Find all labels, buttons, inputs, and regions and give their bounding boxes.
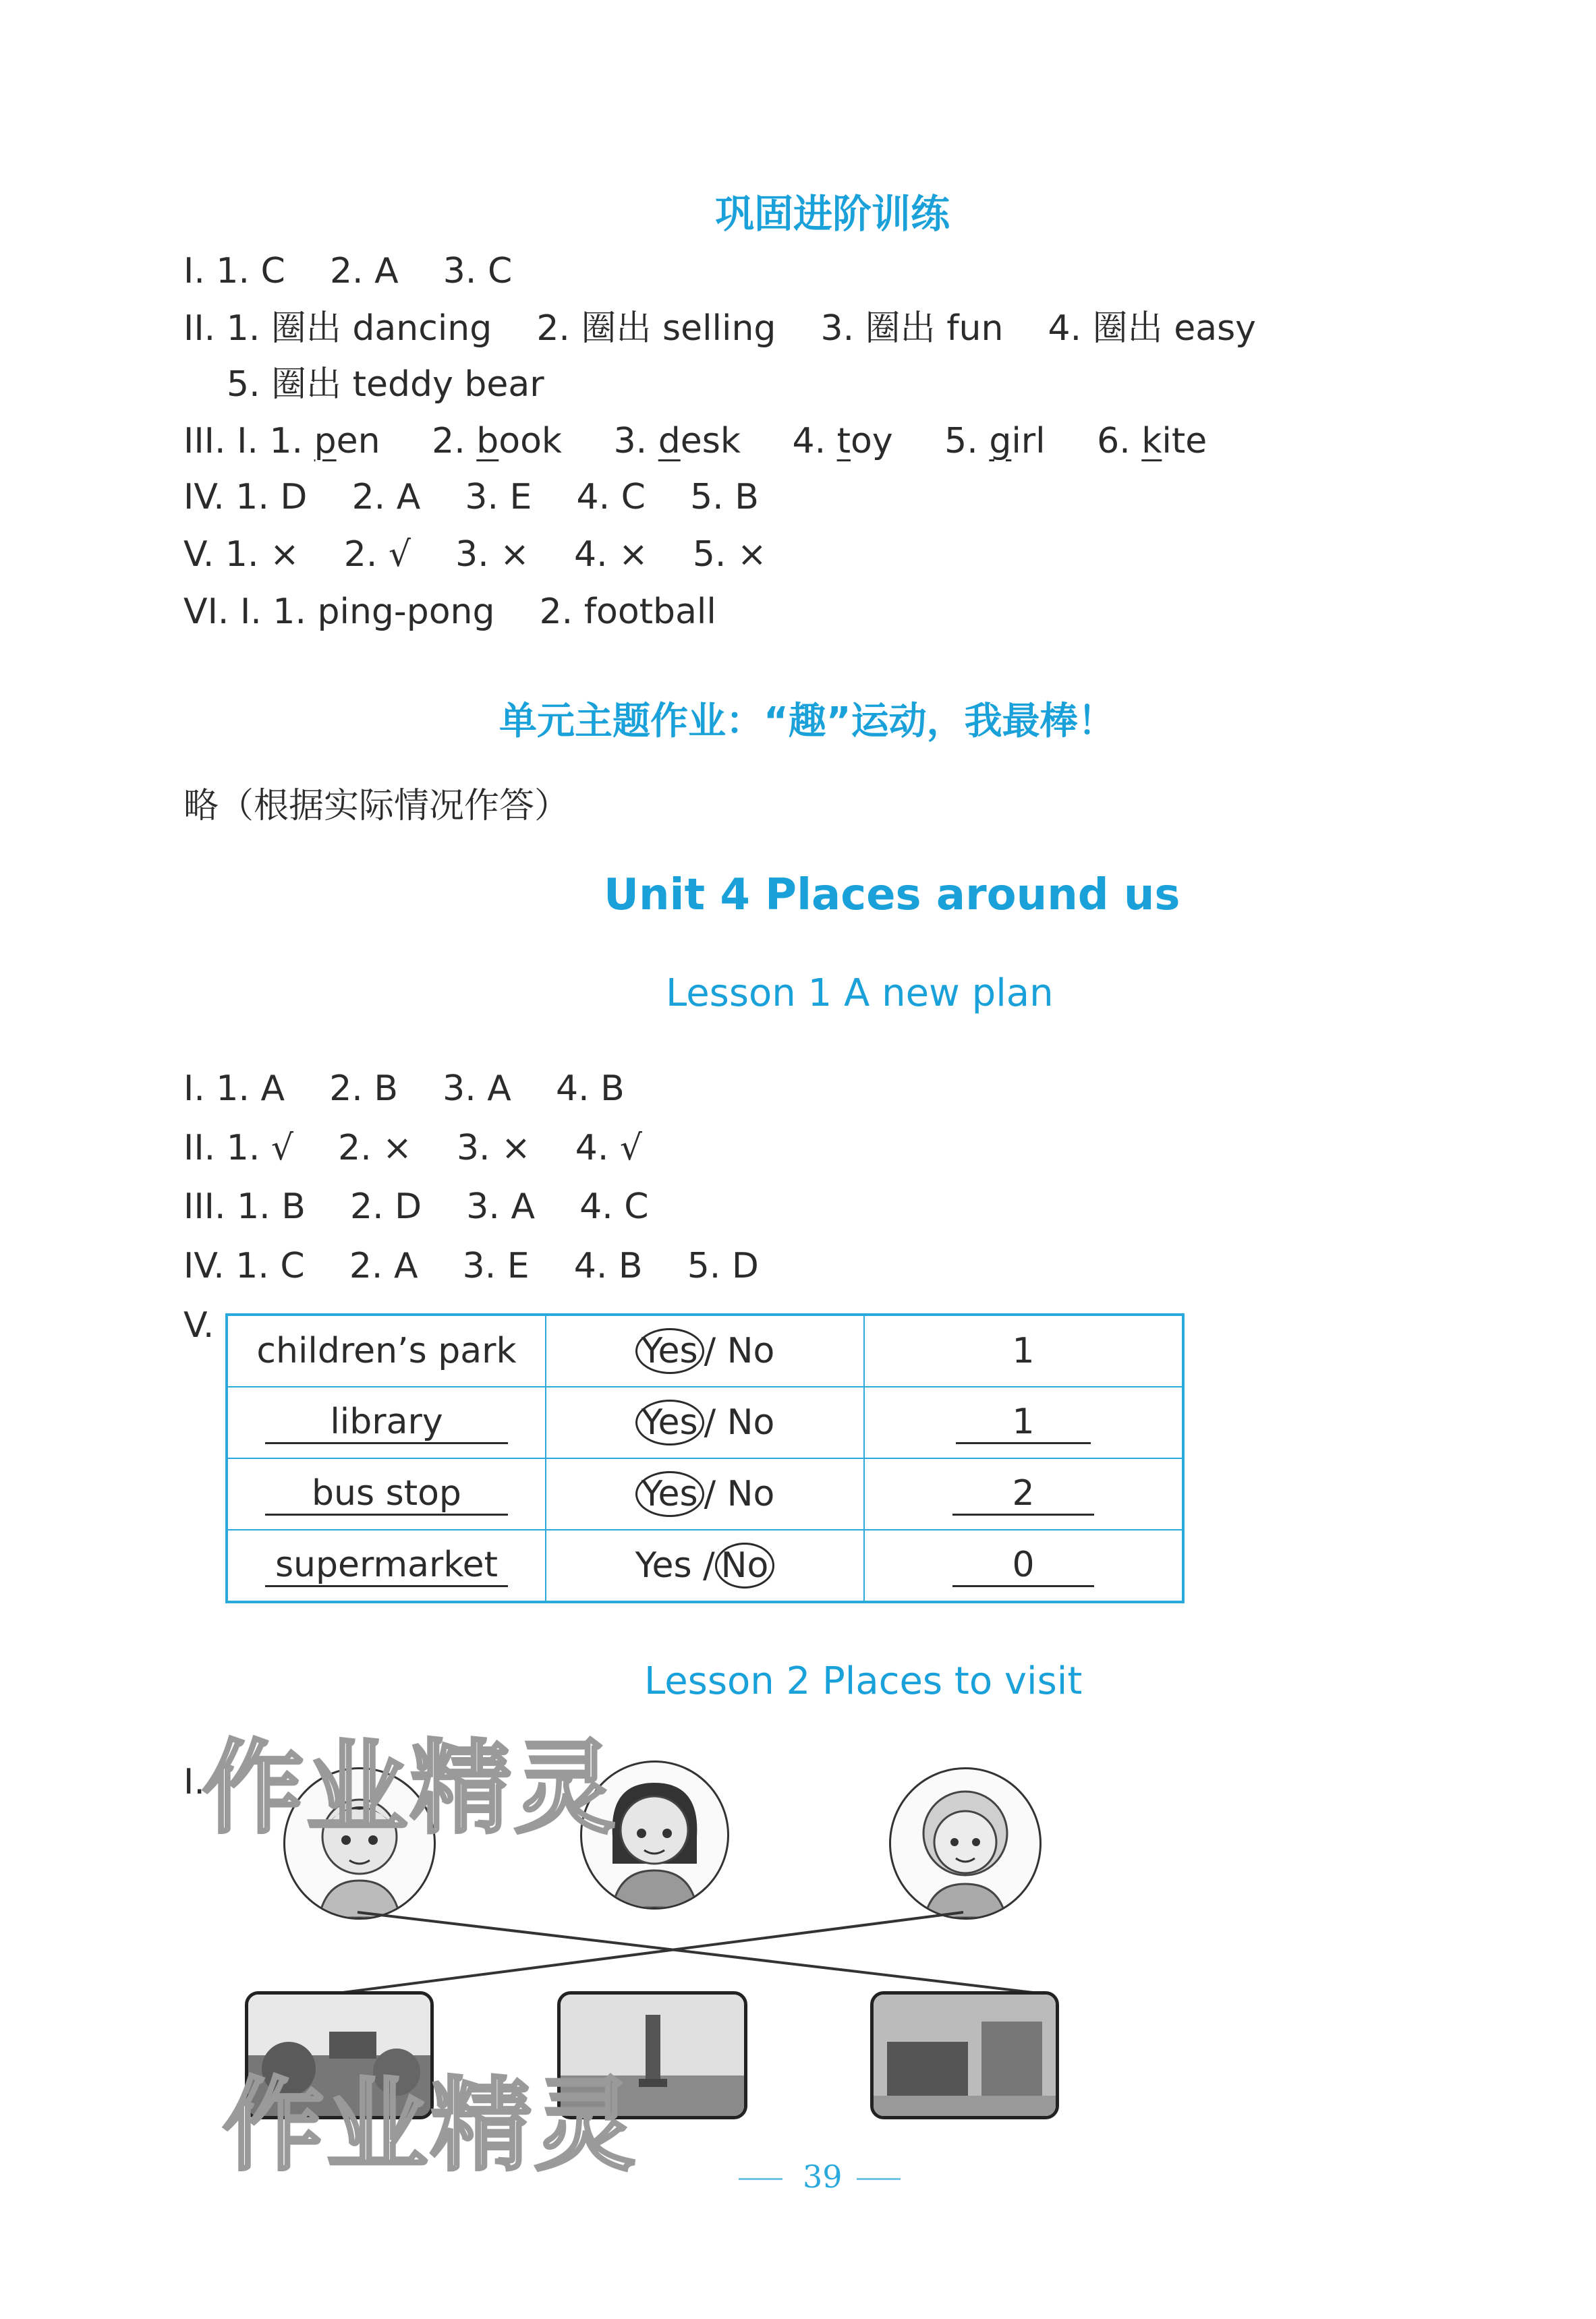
row3-item: 3. desk xyxy=(613,421,741,461)
section-title-theme-homework: 单元主题作业：“趣”运动，我最棒！ xyxy=(499,699,1116,743)
yes-no-cell: Yes / No xyxy=(546,1387,864,1458)
row3-item: 2. book xyxy=(432,421,563,461)
answer-line-2b: 5. 圈出 teddy bear xyxy=(227,364,544,405)
answer-line-2: II. 1. 圈出 dancing 2. 圈出 selling 3. 圈出 fun 4. 圈出 easy xyxy=(183,308,1256,349)
count-cell: 2 xyxy=(864,1458,1183,1530)
place-cell: bus stop xyxy=(227,1458,546,1530)
place-cell: supermarket xyxy=(227,1530,546,1602)
unit-title: Unit 4 Places around us xyxy=(604,870,1180,920)
yes-no-cell: Yes / No xyxy=(546,1458,864,1530)
lesson1-title: Lesson 1 A new plan xyxy=(666,971,1054,1015)
page-number: 39 xyxy=(803,2158,843,2195)
answer-line-5: V. 1. × 2. √ 3. × 4. × 5. × xyxy=(183,534,767,575)
lesson1-line-4: IV. 1. C 2. A 3. E 4. B 5. D xyxy=(183,1246,759,1286)
yes-no-cell: Yes / No xyxy=(546,1315,864,1387)
answer-line-4: IV. 1. D 2. A 3. E 4. C 5. B xyxy=(183,477,759,517)
lesson1-line-3: III. 1. B 2. D 3. A 4. C xyxy=(183,1186,649,1227)
row3-item: 6. kite xyxy=(1097,421,1207,461)
watermark-logo: 作业精灵 xyxy=(202,1730,619,1848)
section-title-practice: 巩固进阶训练 xyxy=(715,191,950,237)
answer-line-1: I. 1. C 2. A 3. C xyxy=(183,251,513,291)
row3-item: 4. toy xyxy=(792,421,893,461)
lesson2-label: I. xyxy=(183,1762,205,1802)
lesson1-line-1: I. 1. A 2. B 3. A 4. B xyxy=(183,1068,625,1109)
street-photo xyxy=(870,1991,1059,2119)
count-cell: 1 xyxy=(864,1387,1183,1458)
yes-no-cell: Yes / No xyxy=(546,1530,864,1602)
answer-line-6: VI. I. 1. ping-pong 2. football xyxy=(183,592,716,632)
table-label: V. xyxy=(183,1305,215,1346)
watermark-logo: 作业精灵 xyxy=(223,2067,639,2185)
row3-item: 1. pen xyxy=(269,421,380,461)
count-cell: 0 xyxy=(864,1530,1183,1602)
place-cell: children’s park xyxy=(227,1315,546,1387)
lesson1-line-2: II. 1. √ 2. × 3. × 4. √ xyxy=(183,1128,643,1168)
row3-item: 5. girl xyxy=(944,421,1046,461)
theme-homework-text: 略（根据实际情况作答） xyxy=(183,786,570,826)
page-number-rule-right xyxy=(857,2178,901,2180)
page-number-rule-left xyxy=(739,2178,782,2180)
lesson2-title: Lesson 2 Places to visit xyxy=(644,1659,1083,1703)
place-cell: library xyxy=(227,1387,546,1458)
answer-line-3: III. I. 1. pen 2. book 3. desk 4. toy 5. girl 6. kite xyxy=(183,421,1207,461)
count-cell: 1 xyxy=(864,1315,1183,1387)
